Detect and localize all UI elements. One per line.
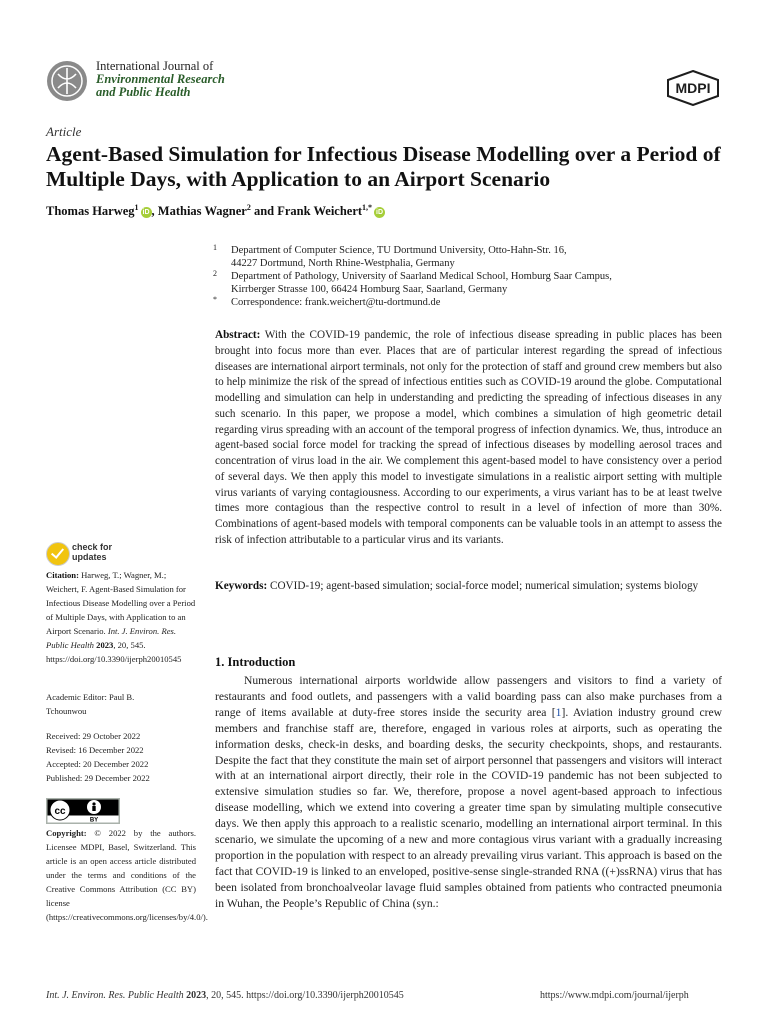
check-for-updates-button[interactable] [46,540,166,566]
affiliation-text: Kirrberger Strasse 100, 66424 Homburg Saar, Saarland, Germany [231,284,508,295]
copyright-text: © 2022 by the authors. Licensee MDPI, Basel, Switzerland. This article is an open access article distributed under the terms and conditions of the Creative Commons Attribution (CC BY) license (https://creativecommons.org/licenses/by/4.0/). [46,828,208,922]
journal-logo [46,60,88,102]
date-received: Received: 29 October 2022 [46,731,141,741]
introduction-paragraph [215,673,722,912]
cc-icon-text: cc [54,806,66,817]
affiliation-mark: * [213,295,217,304]
checkmark-icon [46,542,70,566]
abstract [215,328,722,549]
citation-label: Citation: [46,570,79,580]
author-affiliation-mark: 2 [246,203,251,212]
abstract-label: Abstract: [215,329,261,341]
author-affiliation-mark: 1 [134,203,139,212]
copyright-notice [46,826,208,924]
footer-citation [46,990,404,1001]
affiliations [213,244,733,309]
citation-block [46,568,200,666]
mdpi-logo [666,70,720,106]
copyright-label: Copyright: [46,828,87,838]
article-title: Agent-Based Simulation for Infectious Disease Modelling over a Period of Multiple Days, with Application to an Airport Scenario [46,142,721,191]
keywords [215,579,722,595]
academic-editor [46,690,200,718]
footer-year: 2023 [186,990,207,1001]
affiliation-text: 44227 Dortmund, North Rhine-Westphalia, Germany [231,258,455,269]
date-published: Published: 29 December 2022 [46,773,150,783]
footer-journal: Int. J. Environ. Res. Public Health [46,990,184,1001]
footer-doi[interactable]: , 20, 545. https://doi.org/10.3390/ijerph20010545 [206,990,404,1001]
journal-name-line3: and Public Health [96,85,191,99]
author-separator: , [151,204,158,219]
affiliation-mark: 2 [213,269,217,278]
abstract-text: With the COVID-19 pandemic, the role of infectious disease spreading in public places has been brought into focus more than ever. Places that are of particular interest regarding the spread of infectious diseases are international airport terminals, not only for the protection of staff and ground crew members but also to help minimize the risk of the spread of infectious entities such as COVID-19 around the globe. Computational modelling and simulation can help in understanding and predicting the spreading of infectious diseases in any such scenario. In this paper, we propose a model, which combines a simulation of high geometric detail regarding virus spreading with an account of the temporal progress of infection dynamics. We, thus, introduce an agent-based social force model for tracking the spread of infectious diseases by modelling aerosol traces and concentration of virus load in the air. We complement this agent-based model to have consistency over a period of several days. We then apply this model to investigate simulations in a realistic airport setting with multiple virus variants of varying contagiousness. According to our experiments, a virus variant has to be at least twelve times more contagious than the respective control to result in a level of infection of more than 30%. Combinations of agent-based models with temporal components can be valuable tools in an attempt to assess the risk of infection attributable to a particular virus and its variants. [215,329,722,546]
check-updates-label [72,542,112,562]
journal-name-line1: International Journal of [96,59,214,73]
journal-name-line2: Environmental Research [96,72,225,86]
affiliation-item [213,296,733,309]
check-updates-line1: check for [72,542,113,552]
author-name[interactable]: Mathias Wagner [157,204,247,219]
citation-year: 2023 [96,640,114,650]
affiliation-mark: 1 [213,243,217,252]
orcid-icon[interactable]: iD [376,209,384,217]
intro-text: Numerous international airports worldwide allow passengers and visitors to find a variety of restaurants and food outlets, and passengers with a valid boarding pass can also make purchases from a range of items available at duty-free stores inside the security area [ [215,674,722,719]
section-heading: 1. Introduction [215,655,296,669]
author-list [46,203,385,219]
citation-link[interactable]: 1 [555,705,562,719]
footer-journal-url[interactable]: https://www.mdpi.com/journal/ijerph [540,990,689,1001]
by-icon-text: BY [89,817,99,824]
affiliation-item [213,270,733,296]
citation-text: Harweg, T.; Wagner, M.; Weichert, F. Agent-Based Simulation for Infectious Disease Modelling over a Period of Multiple Days, with Application to an Airport Scenario. [46,570,196,636]
affiliation-item [213,244,733,270]
cc-by-license-badge[interactable] [46,798,120,824]
article-type: Article [46,124,82,139]
orcid-icon[interactable]: iD [142,209,150,217]
author-separator: and [250,204,278,219]
author-name[interactable]: Thomas Harweg [46,204,135,219]
journal-name [96,60,225,99]
keywords-label: Keywords: [215,580,268,592]
date-accepted: Accepted: 20 December 2022 [46,759,149,769]
date-revised: Revised: 16 December 2022 [46,745,144,755]
academic-editor-label: Academic Editor: Paul B. [46,692,135,702]
check-updates-line2: updates [72,552,107,562]
academic-editor-name: Tchounwou [46,706,87,716]
affiliation-text: Department of Computer Science, TU Dortmund University, Otto-Hahn-Str. 16, [231,245,567,256]
author-affiliation-mark: 1,* [362,203,373,212]
citation-journal: Int. J. Environ. Res. Public Health [46,626,177,650]
keywords-text: COVID-19; agent-based simulation; social-force model; numerical simulation; systems biology [267,580,699,592]
correspondence-text[interactable]: Correspondence: frank.weichert@tu-dortmund.de [231,297,441,308]
article-dates [46,729,200,785]
mdpi-logo-text: MDPI [675,80,711,96]
citation-doi[interactable]: , 20, 545. https://doi.org/10.3390/ijerph20010545 [46,640,182,664]
intro-text: ]. Aviation industry ground crew members and franchise staff are, therefore, engaged in various roles at airports, such as operating the information desks, check-in desks, and boarding desks, the security checkpoints, shops, and restaurants. Despite the fact that they constitute the main set of airport personnel that passengers and visitors will interact with at an international airport directly, their role in the COVID-19 pandemic has not been subjected to extensive simulation studies so far. We, therefore, propose a novel agent-based approach to infectious disease modelling, which we extend into covering a greater time span by simulating multiple consecutive days. We then apply this approach to a realistic scenario, modelling an international airport terminal. In this scenario, we simulate the upcoming of a new and more contagious virus variant with a gradually increasing proportion in the population with respect to an already prevailing virus variant. This approach is based on the fact that COVID-19 is linked to an enveloped, positive-sense single-stranded RNA ((+)ssRNA) virus that has been isolated from bronchoalveolar lavage fluid samples obtained from patients who contracted pneumonia in Wuhan, the People’s Republic of China (syn.: [215,705,722,910]
author-name[interactable]: Frank Weichert [277,204,363,219]
affiliation-text: Department of Pathology, University of Saarland Medical School, Homburg Saar Campus, [231,271,612,282]
